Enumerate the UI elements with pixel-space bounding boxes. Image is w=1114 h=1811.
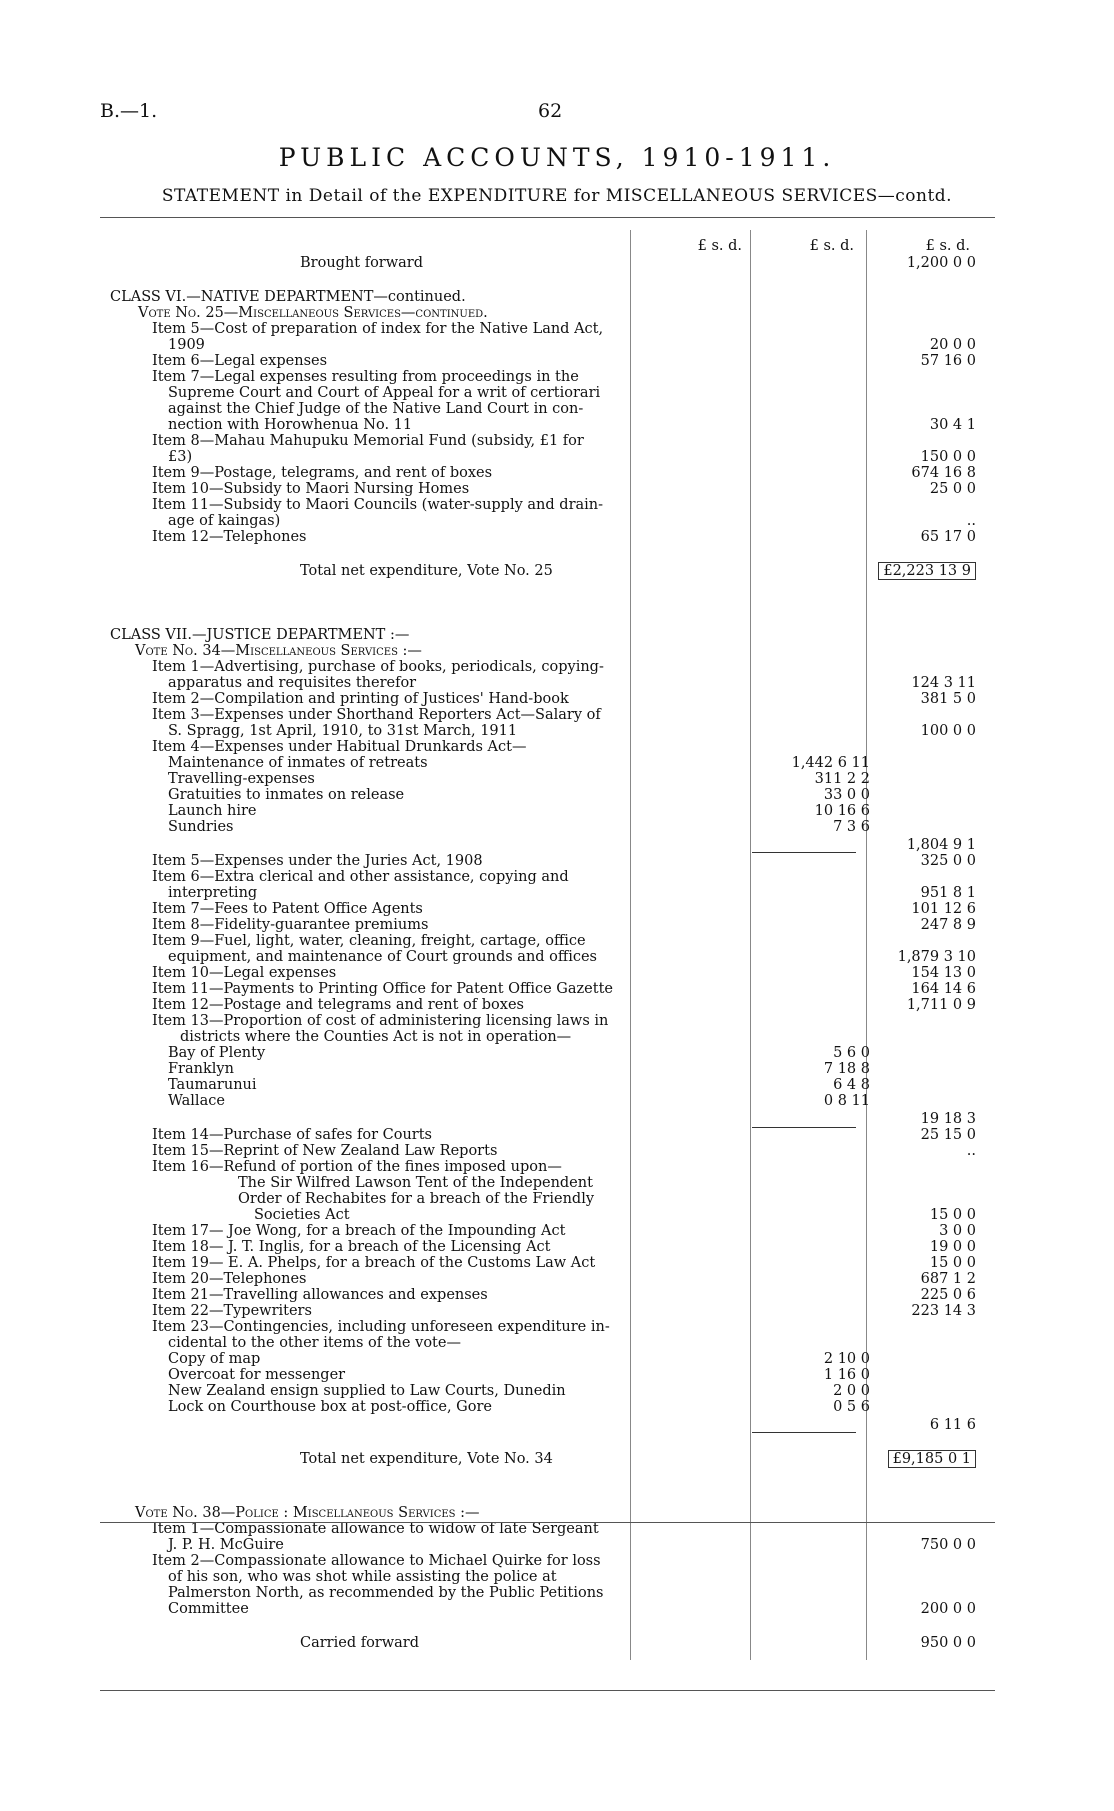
row-label: Societies Act xyxy=(254,1207,350,1223)
amount-c3: 674 16 8 xyxy=(911,465,976,481)
table-row xyxy=(0,885,1114,902)
row-label: Item 9—Postage, telegrams, and rent of boxes xyxy=(152,465,493,481)
amount-c3: 950 0 0 xyxy=(920,1635,976,1651)
table-row xyxy=(0,771,1114,788)
amount-c2: 5 6 0 xyxy=(833,1045,870,1061)
document-code: B.—1. xyxy=(100,100,158,122)
table-row xyxy=(0,1585,1114,1602)
row-label: of his son, who was shot while assisting the police at xyxy=(168,1569,557,1585)
table-row xyxy=(0,1223,1114,1240)
amount-c2: 1,442 6 11 xyxy=(791,755,870,771)
table-row xyxy=(0,837,1114,854)
amount-c3: 1,200 0 0 xyxy=(906,255,976,271)
table-row xyxy=(0,417,1114,434)
row-label: cidental to the other items of the vote— xyxy=(168,1335,461,1351)
amount-c3: 164 14 6 xyxy=(911,981,976,997)
amount-c3: 25 15 0 xyxy=(920,1127,976,1143)
row-label: The Sir Wilfred Lawson Tent of the Independent xyxy=(238,1175,593,1191)
table-row xyxy=(0,1569,1114,1586)
page-subtitle: STATEMENT in Detail of the EXPENDITURE for MISCELLANEOUS SERVICES—contd. xyxy=(161,186,953,206)
row-label: Item 14—Purchase of safes for Courts xyxy=(152,1127,432,1143)
row-label: Taumarunui xyxy=(168,1077,257,1093)
table-row xyxy=(0,1207,1114,1224)
row-label: Item 10—Subsidy to Maori Nursing Homes xyxy=(152,481,470,497)
table-row xyxy=(0,981,1114,998)
row-label: equipment, and maintenance of Court grounds and offices xyxy=(168,949,597,965)
amount-c3: 101 12 6 xyxy=(911,901,976,917)
amount-c3: 1,879 3 10 xyxy=(897,949,976,965)
table-row xyxy=(0,1143,1114,1160)
table-row xyxy=(0,1367,1114,1384)
row-label: Item 15—Reprint of New Zealand Law Reports xyxy=(152,1143,498,1159)
row-label: Item 11—Payments to Printing Office for Patent Office Gazette xyxy=(152,981,613,997)
row-label: nection with Horowhenua No. 11 xyxy=(168,417,413,433)
amount-c2: 7 3 6 xyxy=(833,819,870,835)
table-row xyxy=(0,691,1114,708)
table-row xyxy=(0,739,1114,756)
row-label: S. Spragg, 1st April, 1910, to 31st March, 1911 xyxy=(168,723,518,739)
table-row xyxy=(0,369,1114,386)
table-row xyxy=(0,627,1114,644)
row-label: Overcoat for messenger xyxy=(168,1367,346,1383)
amount-c3: 150 0 0 xyxy=(920,449,976,465)
row-label: New Zealand ensign supplied to Law Courts, Dunedin xyxy=(168,1383,566,1399)
page-title: PUBLIC ACCOUNTS, 1910-1911. xyxy=(278,143,836,172)
row-label: Sundries xyxy=(168,819,234,835)
amount-c3: .. xyxy=(966,513,976,529)
column-head-3: £ s. d. xyxy=(925,238,970,254)
table-row xyxy=(0,305,1114,322)
row-label: Item 4—Expenses under Habitual Drunkards Act— xyxy=(152,739,527,755)
table-row xyxy=(0,1013,1114,1030)
amount-c2: 10 16 6 xyxy=(814,803,870,819)
row-label: Item 3—Expenses under Shorthand Reporters Act—Salary of xyxy=(152,707,601,723)
table-row xyxy=(0,675,1114,692)
row-label: Vote No. 25—Miscellaneous Services—continued. xyxy=(138,305,488,321)
row-label: J. P. H. McGuire xyxy=(168,1537,284,1553)
row-label: Item 5—Cost of preparation of index for the Native Land Act, xyxy=(152,321,604,337)
row-label: Vote No. 38—Police : Miscellaneous Services :— xyxy=(135,1505,480,1521)
table-row xyxy=(0,1505,1114,1522)
amount-c3: 15 0 0 xyxy=(929,1207,976,1223)
amount-c2: 311 2 2 xyxy=(814,771,870,787)
amount-c2: 7 18 8 xyxy=(823,1061,870,1077)
table-row xyxy=(0,1319,1114,1336)
row-label: Item 22—Typewriters xyxy=(152,1303,312,1319)
table-row xyxy=(0,1127,1114,1144)
table-row xyxy=(0,563,1114,580)
row-label: Item 12—Telephones xyxy=(152,529,307,545)
row-label: Item 7—Legal expenses resulting from proceedings in the xyxy=(152,369,579,385)
table-row xyxy=(0,1175,1114,1192)
row-label: Brought forward xyxy=(300,255,424,271)
table-row xyxy=(0,819,1114,836)
table-row xyxy=(0,1383,1114,1400)
row-label: Item 21—Travelling allowances and expenses xyxy=(152,1287,488,1303)
row-label: Launch hire xyxy=(168,803,257,819)
table-row xyxy=(0,321,1114,338)
table-row xyxy=(0,465,1114,482)
row-label: Total net expenditure, Vote No. 34 xyxy=(300,1451,553,1467)
row-label: Item 12—Postage and telegrams and rent of boxes xyxy=(152,997,524,1013)
table-row xyxy=(0,949,1114,966)
table-row xyxy=(0,965,1114,982)
row-label: Item 17— Joe Wong, for a breach of the Impounding Act xyxy=(152,1223,566,1239)
row-label: Wallace xyxy=(168,1093,225,1109)
row-label: Item 23—Contingencies, including unforeseen expenditure in- xyxy=(152,1319,610,1335)
bottom-rule xyxy=(100,1690,995,1691)
table-row xyxy=(0,659,1114,676)
row-label: CLASS VI.—NATIVE DEPARTMENT—continued. xyxy=(110,289,466,305)
table-row xyxy=(0,1287,1114,1304)
row-label: CLASS VII.—JUSTICE DEPARTMENT :— xyxy=(110,627,410,643)
amount-c3 xyxy=(876,563,976,580)
table-row xyxy=(0,1093,1114,1110)
amount-c3: 15 0 0 xyxy=(929,1255,976,1271)
amount-c3: 19 18 3 xyxy=(920,1111,976,1127)
table-row xyxy=(0,1303,1114,1320)
amount-c3: 3 0 0 xyxy=(939,1223,976,1239)
amount-c3: 687 1 2 xyxy=(920,1271,976,1287)
table-row xyxy=(0,723,1114,740)
table-row xyxy=(0,1351,1114,1368)
table-row xyxy=(0,433,1114,450)
table-row xyxy=(0,513,1114,530)
amount-c3: 325 0 0 xyxy=(920,853,976,869)
row-label: Carried forward xyxy=(300,1635,420,1651)
table-row xyxy=(0,707,1114,724)
table-row xyxy=(0,1553,1114,1570)
row-label: Total net expenditure, Vote No. 25 xyxy=(300,563,553,579)
amount-c3: 247 8 9 xyxy=(920,917,976,933)
table-row xyxy=(0,869,1114,886)
table-row xyxy=(0,997,1114,1014)
row-label: Copy of map xyxy=(168,1351,261,1367)
table-row xyxy=(0,481,1114,498)
amount-c3: 100 0 0 xyxy=(920,723,976,739)
table-row xyxy=(0,1159,1114,1176)
row-label: Maintenance of inmates of retreats xyxy=(168,755,428,771)
row-label: Item 8—Mahau Mahupuku Memorial Fund (subsidy, £1 for xyxy=(152,433,584,449)
row-label: Item 10—Legal expenses xyxy=(152,965,337,981)
amount-c2: 6 4 8 xyxy=(833,1077,870,1093)
row-label: Item 13—Proportion of cost of administering licensing laws in xyxy=(152,1013,609,1029)
table-row xyxy=(0,933,1114,950)
row-label: Item 6—Extra clerical and other assistance, copying and xyxy=(152,869,569,885)
amount-c3: 1,804 9 1 xyxy=(906,837,976,853)
table-row xyxy=(0,1635,1114,1652)
table-row xyxy=(0,1061,1114,1078)
table-row xyxy=(0,337,1114,354)
row-label: Item 2—Compilation and printing of Justices' Hand-book xyxy=(152,691,569,707)
table-row xyxy=(0,385,1114,402)
row-label: Supreme Court and Court of Appeal for a writ of certiorari xyxy=(168,385,601,401)
vote-rule xyxy=(100,1522,995,1523)
table-row xyxy=(0,917,1114,934)
row-label: Item 2—Compassionate allowance to Michael Quirke for loss xyxy=(152,1553,601,1569)
row-label: Item 1—Compassionate allowance to widow of late Sergeant xyxy=(152,1521,599,1537)
table-row xyxy=(0,1271,1114,1288)
row-label: apparatus and requisites therefor xyxy=(168,675,417,691)
table-row xyxy=(0,255,1114,272)
row-label: Item 1—Advertising, purchase of books, periodicals, copying- xyxy=(152,659,604,675)
subtotal-rule xyxy=(752,1432,856,1433)
table-row xyxy=(0,755,1114,772)
total-box: £2,223 13 9 xyxy=(878,562,976,580)
amount-c3: 951 8 1 xyxy=(920,885,976,901)
table-row xyxy=(0,497,1114,514)
table-row xyxy=(0,1537,1114,1554)
page-number: 62 xyxy=(538,100,563,122)
table-row xyxy=(0,901,1114,918)
total-box: £9,185 0 1 xyxy=(888,1450,976,1468)
row-label: Gratuities to inmates on release xyxy=(168,787,405,803)
amount-c3: 750 0 0 xyxy=(920,1537,976,1553)
row-label: Lock on Courthouse box at post-office, Gore xyxy=(168,1399,492,1415)
amount-c3: 65 17 0 xyxy=(920,529,976,545)
table-row xyxy=(0,787,1114,804)
amount-c3: 19 0 0 xyxy=(929,1239,976,1255)
table-row xyxy=(0,1045,1114,1062)
table-row xyxy=(0,1335,1114,1352)
row-label: £3) xyxy=(168,449,193,465)
row-label: Item 16—Refund of portion of the fines imposed upon— xyxy=(152,1159,562,1175)
row-label: Palmerston North, as recommended by the Public Petitions xyxy=(168,1585,604,1601)
table-row xyxy=(0,1077,1114,1094)
column-head-1: £ s. d. xyxy=(697,238,742,254)
amount-c3: 381 5 0 xyxy=(920,691,976,707)
row-label: Item 20—Telephones xyxy=(152,1271,307,1287)
amount-c3: 200 0 0 xyxy=(920,1601,976,1617)
row-label: Item 19— E. A. Phelps, for a breach of the Customs Law Act xyxy=(152,1255,596,1271)
table-row xyxy=(0,449,1114,466)
amount-c3: 124 3 11 xyxy=(911,675,976,691)
subtotal-rule xyxy=(752,852,856,853)
table-row xyxy=(0,401,1114,418)
amount-c3: 20 0 0 xyxy=(929,337,976,353)
subtotal-rule xyxy=(752,1127,856,1128)
amount-c2: 2 10 0 xyxy=(823,1351,870,1367)
row-label: Committee xyxy=(168,1601,249,1617)
table-row xyxy=(0,1601,1114,1618)
amount-c2: 0 8 11 xyxy=(823,1093,870,1109)
amount-c3 xyxy=(876,1451,976,1468)
table-row xyxy=(0,803,1114,820)
amount-c3: 30 4 1 xyxy=(929,417,976,433)
row-label: Order of Rechabites for a breach of the Friendly xyxy=(238,1191,595,1207)
amount-c3: 6 11 6 xyxy=(929,1417,976,1433)
top-rule xyxy=(100,217,995,218)
amount-c3: 25 0 0 xyxy=(929,481,976,497)
table-row xyxy=(0,289,1114,306)
row-label: Item 5—Expenses under the Juries Act, 1908 xyxy=(152,853,483,869)
row-label: Travelling-expenses xyxy=(168,771,315,787)
table-row xyxy=(0,1521,1114,1538)
table-row xyxy=(0,853,1114,870)
row-label: interpreting xyxy=(168,885,258,901)
table-row xyxy=(0,1255,1114,1272)
amount-c2: 2 0 0 xyxy=(833,1383,870,1399)
table-row xyxy=(0,643,1114,660)
row-label: Item 9—Fuel, light, water, cleaning, freight, cartage, office xyxy=(152,933,586,949)
row-label: 1909 xyxy=(168,337,205,353)
row-label: Item 7—Fees to Patent Office Agents xyxy=(152,901,423,917)
table-row xyxy=(0,1451,1114,1468)
table-row xyxy=(0,1111,1114,1128)
table-row xyxy=(0,1417,1114,1434)
table-row xyxy=(0,1191,1114,1208)
amount-c3: 223 14 3 xyxy=(911,1303,976,1319)
amount-c2: 0 5 6 xyxy=(833,1399,870,1415)
row-label: against the Chief Judge of the Native Land Court in con- xyxy=(168,401,584,417)
row-label: Item 11—Subsidy to Maori Councils (water-supply and drain- xyxy=(152,497,604,513)
row-label: Item 18— J. T. Inglis, for a breach of the Licensing Act xyxy=(152,1239,551,1255)
amount-c2: 1 16 0 xyxy=(823,1367,870,1383)
row-label: districts where the Counties Act is not in operation— xyxy=(180,1029,572,1045)
amount-c3: 57 16 0 xyxy=(920,353,976,369)
amount-c3: 225 0 6 xyxy=(920,1287,976,1303)
table-row xyxy=(0,1239,1114,1256)
row-label: Item 8—Fidelity-guarantee premiums xyxy=(152,917,429,933)
row-label: Item 6—Legal expenses xyxy=(152,353,328,369)
row-label: Vote No. 34—Miscellaneous Services :— xyxy=(135,643,422,659)
table-row xyxy=(0,353,1114,370)
table-row xyxy=(0,529,1114,546)
row-label: Bay of Plenty xyxy=(168,1045,266,1061)
column-head-2: £ s. d. xyxy=(809,238,854,254)
amount-c3: 154 13 0 xyxy=(911,965,976,981)
table-row xyxy=(0,1399,1114,1416)
amount-c3: .. xyxy=(966,1143,976,1159)
row-label: age of kaingas) xyxy=(168,513,281,529)
amount-c2: 33 0 0 xyxy=(823,787,870,803)
amount-c3: 1,711 0 9 xyxy=(906,997,976,1013)
table-row xyxy=(0,1029,1114,1046)
row-label: Franklyn xyxy=(168,1061,234,1077)
